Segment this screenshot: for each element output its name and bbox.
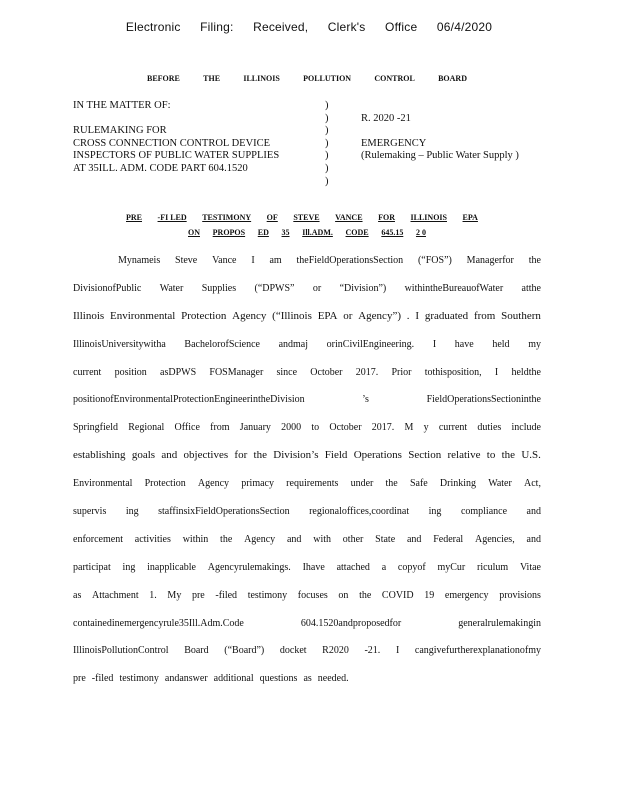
body-word: theFieldOperationsSection xyxy=(296,255,404,266)
body-word: I xyxy=(432,338,437,350)
body-word: and xyxy=(526,506,541,518)
board-header-word: BOARD xyxy=(438,74,467,83)
body-word: additional xyxy=(213,673,254,685)
title-word: PROPOS xyxy=(212,228,246,237)
body-line xyxy=(73,419,541,447)
caption-line: INSPECTORS OF PUBLIC WATER SUPPLIES xyxy=(73,150,280,162)
body-word: 2017. xyxy=(355,366,379,378)
body-word: and xyxy=(161,449,178,462)
body-word: goals xyxy=(131,449,156,462)
title-word: VANCE xyxy=(335,213,363,222)
body-word: Agency xyxy=(244,533,276,545)
body-word: ing xyxy=(428,506,442,518)
board-header-word: POLLUTION xyxy=(303,74,352,83)
body-word: Attachment xyxy=(91,589,139,601)
body-word: pre xyxy=(73,673,86,685)
body-word: questions xyxy=(259,673,298,685)
body-line xyxy=(73,503,541,531)
body-word: primacy xyxy=(241,478,274,490)
paren: ) xyxy=(325,175,329,187)
title-word: FOR xyxy=(378,213,395,222)
body-word: Environmental xyxy=(73,478,133,490)
body-word: -filed xyxy=(91,673,114,685)
body-word: compliance xyxy=(460,506,508,518)
case-caption-left xyxy=(73,100,323,176)
title-word: Ill.ADM. xyxy=(302,228,333,237)
body-word: Section xyxy=(408,449,442,462)
body-word: orinCivilEngineering. xyxy=(326,338,415,350)
paren: ) xyxy=(325,112,329,124)
body-word: Ihave xyxy=(302,561,325,573)
body-word: Agencies, xyxy=(474,533,515,545)
body-word: Mynameis xyxy=(118,255,161,266)
body-word: Prior xyxy=(391,366,412,378)
body-word: Agencyrulemakings. xyxy=(207,561,291,573)
body-word: and xyxy=(406,533,422,545)
body-word: Protection xyxy=(181,309,227,322)
body-word: My xyxy=(167,589,182,601)
body-word: graduated xyxy=(424,309,469,322)
body-word: IllinoisPollutionControl xyxy=(73,645,169,657)
body-word: 2000 xyxy=(281,422,302,434)
paren: ) xyxy=(325,162,329,174)
body-line xyxy=(73,475,541,503)
body-word: atthe xyxy=(521,282,541,294)
board-header-word: THE xyxy=(203,74,221,83)
body-line xyxy=(73,447,541,475)
body-word: from xyxy=(210,422,230,434)
body-word: under xyxy=(350,478,374,490)
body-word: Steve xyxy=(175,255,198,266)
paren: ) xyxy=(325,137,329,149)
body-word: andanswer xyxy=(164,673,208,685)
body-word: Springfield xyxy=(73,422,118,434)
body-word: andmaj xyxy=(278,338,309,350)
testimony-body xyxy=(73,252,541,698)
body-word: to xyxy=(486,449,496,462)
title-word: EPA xyxy=(462,213,478,222)
body-word: I xyxy=(251,255,255,266)
body-word: Vitae xyxy=(519,561,541,573)
body-word: (“Illinois xyxy=(272,309,312,322)
body-word: (“FOS”) xyxy=(417,255,452,266)
body-word: supervis xyxy=(73,506,107,518)
body-word: M xyxy=(404,422,414,434)
title-word: CODE xyxy=(345,228,369,237)
body-word: Act, xyxy=(524,478,541,490)
body-word: am xyxy=(269,255,282,266)
body-word: DivisionofPublic xyxy=(73,282,142,294)
body-word: 2017. xyxy=(371,422,395,434)
testimony-title-line-2 xyxy=(188,228,426,237)
caption-blank-line xyxy=(73,113,323,126)
body-word: since xyxy=(276,366,298,378)
body-word: relative xyxy=(447,449,481,462)
body-word: for xyxy=(234,449,248,462)
body-word: focuses xyxy=(297,589,328,601)
body-word: Environmental xyxy=(109,309,176,322)
title-word: TESTIMONY xyxy=(202,213,252,222)
body-word: IllinoisUniversitywitha xyxy=(73,338,166,350)
body-word: Field xyxy=(324,449,348,462)
body-word: ing xyxy=(122,561,136,573)
body-line xyxy=(73,391,541,419)
body-word: the xyxy=(359,589,372,601)
body-word: as xyxy=(303,673,312,685)
body-word: Water xyxy=(488,478,512,490)
body-word: held xyxy=(492,338,510,350)
body-word: . xyxy=(406,309,410,322)
paren: ) xyxy=(325,150,329,162)
body-word: heldthe xyxy=(511,366,541,378)
rulemaking-type: EMERGENCY xyxy=(361,137,427,149)
body-line xyxy=(73,336,541,364)
body-word: -21. xyxy=(364,645,381,657)
stamp-word: 06/4/2020 xyxy=(436,20,493,34)
body-word: needed. xyxy=(317,673,349,685)
body-word: State xyxy=(375,533,396,545)
body-word: withintheBureauofWater xyxy=(404,282,504,294)
body-word: the xyxy=(220,533,233,545)
stamp-word: Clerk's xyxy=(327,20,366,34)
body-line xyxy=(73,642,541,670)
body-word: current xyxy=(73,366,102,378)
body-word: R2020 xyxy=(322,645,349,657)
body-line xyxy=(73,252,541,280)
body-word: I xyxy=(494,366,499,378)
body-word: Agency”) xyxy=(358,309,401,322)
body-word: January xyxy=(239,422,271,434)
body-word: Office xyxy=(174,422,200,434)
title-word: 645.15 xyxy=(381,228,404,237)
body-word: testimony xyxy=(247,589,288,601)
body-word: regionaloffices,coordinat xyxy=(309,506,410,518)
body-word: Protection xyxy=(144,478,186,490)
body-word: copyof xyxy=(397,561,426,573)
body-word: attached xyxy=(336,561,370,573)
body-word: within xyxy=(182,533,209,545)
body-word: 1. xyxy=(149,589,157,601)
body-word: the xyxy=(253,449,267,462)
body-word: duties xyxy=(477,422,502,434)
body-word: I xyxy=(415,309,420,322)
body-word: (“DPWS” xyxy=(254,282,295,294)
body-word: enforcement xyxy=(73,533,123,545)
title-word: ON xyxy=(188,228,200,237)
body-word: requirements xyxy=(286,478,339,490)
body-word: Federal xyxy=(433,533,464,545)
case-caption-right xyxy=(361,100,551,163)
testimony-title-line-1 xyxy=(126,213,478,222)
body-word: generalrulemakingin xyxy=(458,617,541,629)
body-word: or xyxy=(312,282,322,294)
body-word: as xyxy=(73,589,82,601)
body-line xyxy=(73,615,541,643)
body-word: other xyxy=(342,533,364,545)
caption-line: RULEMAKING FOR xyxy=(73,125,167,137)
body-word: October xyxy=(310,366,343,378)
docket-number: R. 2020 -21 xyxy=(361,112,411,124)
body-word: a xyxy=(381,561,387,573)
body-word: COVID xyxy=(381,589,414,601)
body-word: inapplicable xyxy=(147,561,196,573)
body-word: Agency xyxy=(232,309,267,322)
body-word: BachelorofScience xyxy=(184,338,260,350)
body-word: include xyxy=(511,422,541,434)
body-word: “Division”) xyxy=(339,282,387,294)
board-header-word: BEFORE xyxy=(147,74,180,83)
body-line xyxy=(73,364,541,392)
body-word: the xyxy=(501,449,516,462)
stamp-word: Received, xyxy=(253,20,309,34)
paren: ) xyxy=(325,125,329,137)
body-word: tothisposition, xyxy=(424,366,482,378)
body-word: my xyxy=(528,338,541,350)
body-word: the xyxy=(528,255,541,266)
body-word: Drinking xyxy=(439,478,477,490)
body-word: riculum xyxy=(477,561,509,573)
caption-line: IN THE MATTER OF: xyxy=(73,100,171,111)
body-word: emergency xyxy=(444,589,489,601)
body-word: FieldOperationsSectioninthe xyxy=(426,394,541,406)
body-word: participat xyxy=(73,561,111,573)
body-word: activities xyxy=(134,533,171,545)
title-word: 2 0 xyxy=(415,228,426,237)
body-word: U.S. xyxy=(521,449,541,462)
body-word: and xyxy=(286,533,302,545)
stamp-word: Electronic xyxy=(125,20,181,34)
body-word: Water xyxy=(159,282,184,294)
body-word: on xyxy=(338,589,349,601)
body-word: testimony xyxy=(119,673,159,685)
body-word: Supplies xyxy=(201,282,237,294)
body-word: with xyxy=(313,533,331,545)
body-word: FOSManager xyxy=(209,366,264,378)
body-word: position xyxy=(114,366,147,378)
body-word: Board xyxy=(184,645,209,657)
paren: ) xyxy=(325,100,329,111)
body-line xyxy=(73,531,541,559)
caption-blank-line xyxy=(361,125,551,138)
body-word: 19 xyxy=(424,589,435,601)
body-word: Agency xyxy=(197,478,230,490)
body-word: and xyxy=(526,533,541,545)
title-word: ED xyxy=(257,228,269,237)
body-word: EPA xyxy=(317,309,338,322)
title-word: STEVE xyxy=(293,213,320,222)
body-word: -filed xyxy=(215,589,238,601)
body-word: Operations xyxy=(353,449,402,462)
body-line xyxy=(73,559,541,587)
body-word: Vance xyxy=(212,255,237,266)
board-header-word: CONTROL xyxy=(374,74,415,83)
body-word: Managerfor xyxy=(466,255,514,266)
title-word: ILLINOIS xyxy=(410,213,447,222)
body-word: y xyxy=(423,422,429,434)
body-word: Safe xyxy=(409,478,428,490)
body-word: provisions xyxy=(499,589,541,601)
title-word: OF xyxy=(266,213,278,222)
body-word: asDPWS xyxy=(160,366,197,378)
body-word: establishing xyxy=(73,449,126,462)
title-word: -FI LED xyxy=(157,213,187,222)
body-word: pre xyxy=(191,589,205,601)
body-line xyxy=(73,280,541,308)
body-word: ing xyxy=(125,506,139,518)
rulemaking-subtype: (Rulemaking – Public Water Supply ) xyxy=(361,150,519,162)
body-word: staffinsixFieldOperationsSection xyxy=(158,506,290,518)
body-word: have xyxy=(454,338,474,350)
body-line xyxy=(73,587,541,615)
board-header-word: ILLINOIS xyxy=(243,74,280,83)
body-word: myCur xyxy=(437,561,466,573)
title-word: 35 xyxy=(281,228,290,237)
body-line xyxy=(73,670,541,698)
body-word: objectives xyxy=(183,449,229,462)
caption-line: CROSS CONNECTION CONTROL DEVICE xyxy=(73,137,271,149)
body-word: to xyxy=(311,422,320,434)
body-word: cangivefurtherexplanationofmy xyxy=(414,645,541,657)
body-word: ’s xyxy=(362,394,369,406)
title-word: PRE xyxy=(126,213,142,222)
body-line xyxy=(73,308,541,336)
body-word: October xyxy=(329,422,362,434)
caption-parentheses xyxy=(325,100,335,188)
body-word: containedinemergencyrule35Ill.Adm.Code xyxy=(73,617,244,629)
board-header xyxy=(147,74,467,83)
stamp-word: Office xyxy=(385,20,418,34)
body-word: Southern xyxy=(501,309,541,322)
body-word: Regional xyxy=(128,422,165,434)
body-word: from xyxy=(473,309,496,322)
stamp-word: Filing: xyxy=(200,20,234,34)
caption-blank-line xyxy=(361,100,551,113)
body-word: the xyxy=(385,478,398,490)
body-word: Division’s xyxy=(273,449,319,462)
body-word: 604.1520andproposedfor xyxy=(300,617,402,629)
body-word: or xyxy=(343,309,353,322)
body-word: Illinois xyxy=(73,309,105,322)
caption-line: AT 35ILL. ADM. CODE PART 604.1520 xyxy=(73,162,248,174)
body-word: I xyxy=(395,645,400,657)
filing-stamp xyxy=(0,20,618,34)
body-word: (“Board”) xyxy=(224,645,265,657)
body-word: docket xyxy=(279,645,307,657)
body-word: current xyxy=(438,422,468,434)
body-word: positionofEnvironmentalProtectionEngineerintheDivision xyxy=(73,394,305,406)
